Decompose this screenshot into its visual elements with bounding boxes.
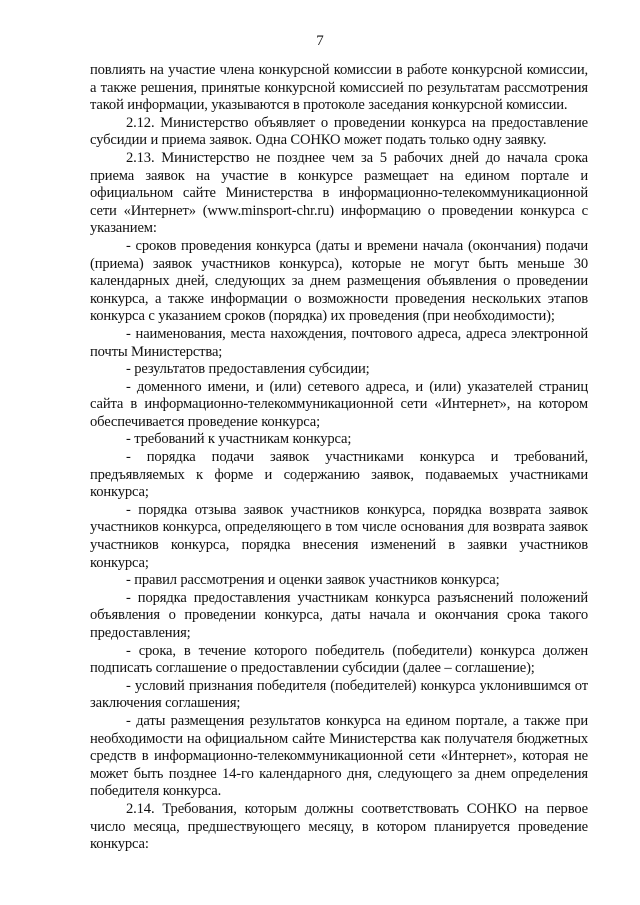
paragraph: - срока, в течение которого победитель (победители) конкурса должен подписать соглашение о предоставлении субсидии (далее – соглашение);: [90, 642, 588, 677]
paragraph: - наименования, места нахождения, почтового адреса, адреса электронной почты Министерства;: [90, 325, 588, 360]
paragraph: - доменного имени, и (или) сетевого адреса, и (или) указателей страниц сайта в информационно-телекоммуникационной сети «Интернет», на котором обеспечивается проведение конкурса;: [90, 378, 588, 430]
paragraph: - сроков проведения конкурса (даты и времени начала (окончания) подачи (приема) заявок участников конкурса), которые не могут быть меньше 30 календарных дней, следующих за днем размещения объявления о проведении конкурса, а также информации о возможности проведения нескольких этапов конкурса с указанием сроков (порядка) их проведения (при необходимости);: [90, 237, 588, 325]
paragraph: 2.12. Министерство объявляет о проведении конкурса на предоставление субсидии и приема заявок. Одна СОНКО может подать только одну заявку.: [90, 114, 588, 149]
paragraph: - результатов предоставления субсидии;: [126, 361, 370, 378]
paragraph: - порядка подачи заявок участниками конкурса и требований, предъявляемых к форме и содержанию заявок, подаваемых участниками конкурса;: [90, 449, 588, 501]
paragraph: 2.14. Требования, которым должны соответствовать СОНКО на первое число месяца, предшествующего месяцу, в котором планируется проведение конкурса:: [90, 800, 588, 853]
paragraph: - требований к участникам конкурса;: [126, 431, 352, 448]
page-number: 7: [316, 33, 324, 49]
paragraph: - порядка предоставления участникам конкурса разъяснений положений объявления о проведении конкурса, даты начала и окончания срока такого предоставления;: [90, 589, 588, 641]
paragraph: - даты размещения результатов конкурса на едином портале, а также при необходимости на официальном сайте Министерства как получателя бюджетных средств в информационно-телекоммуникационной сети «Интернет», которая не может быть позднее 14-го календарного дня, следующего за днем определения победителя конкурса.: [90, 712, 588, 800]
paragraph: 2.13. Министерство не позднее чем за 5 рабочих дней до начала срока приема заявок на участие в конкурсе размещает на едином портале и официальном сайте Министерства в информационно-телекоммуникационной сети «Интернет» (www.minsport-chr.ru) информацию о проведении конкурса с указанием:: [90, 149, 588, 237]
paragraph: - правил рассмотрения и оценки заявок участников конкурса;: [126, 572, 500, 589]
paragraph: повлиять на участие члена конкурсной комиссии в работе конкурсной комиссии, а также решения, принятые конкурсной комиссией по результатам рассмотрения такой информации, указываются в протоколе заседания конкурсной комиссии.: [90, 62, 588, 114]
paragraph: - условий признания победителя (победителей) конкурса уклонившимся от заключения соглашения;: [90, 677, 588, 712]
document-body: [90, 62, 588, 854]
paragraph: - порядка отзыва заявок участников конкурса, порядка возврата заявок участников конкурса, определяющего в том числе основания для возврата заявок участников конкурса, порядка внесения изменений в заявки участников конкурса;: [90, 501, 588, 571]
